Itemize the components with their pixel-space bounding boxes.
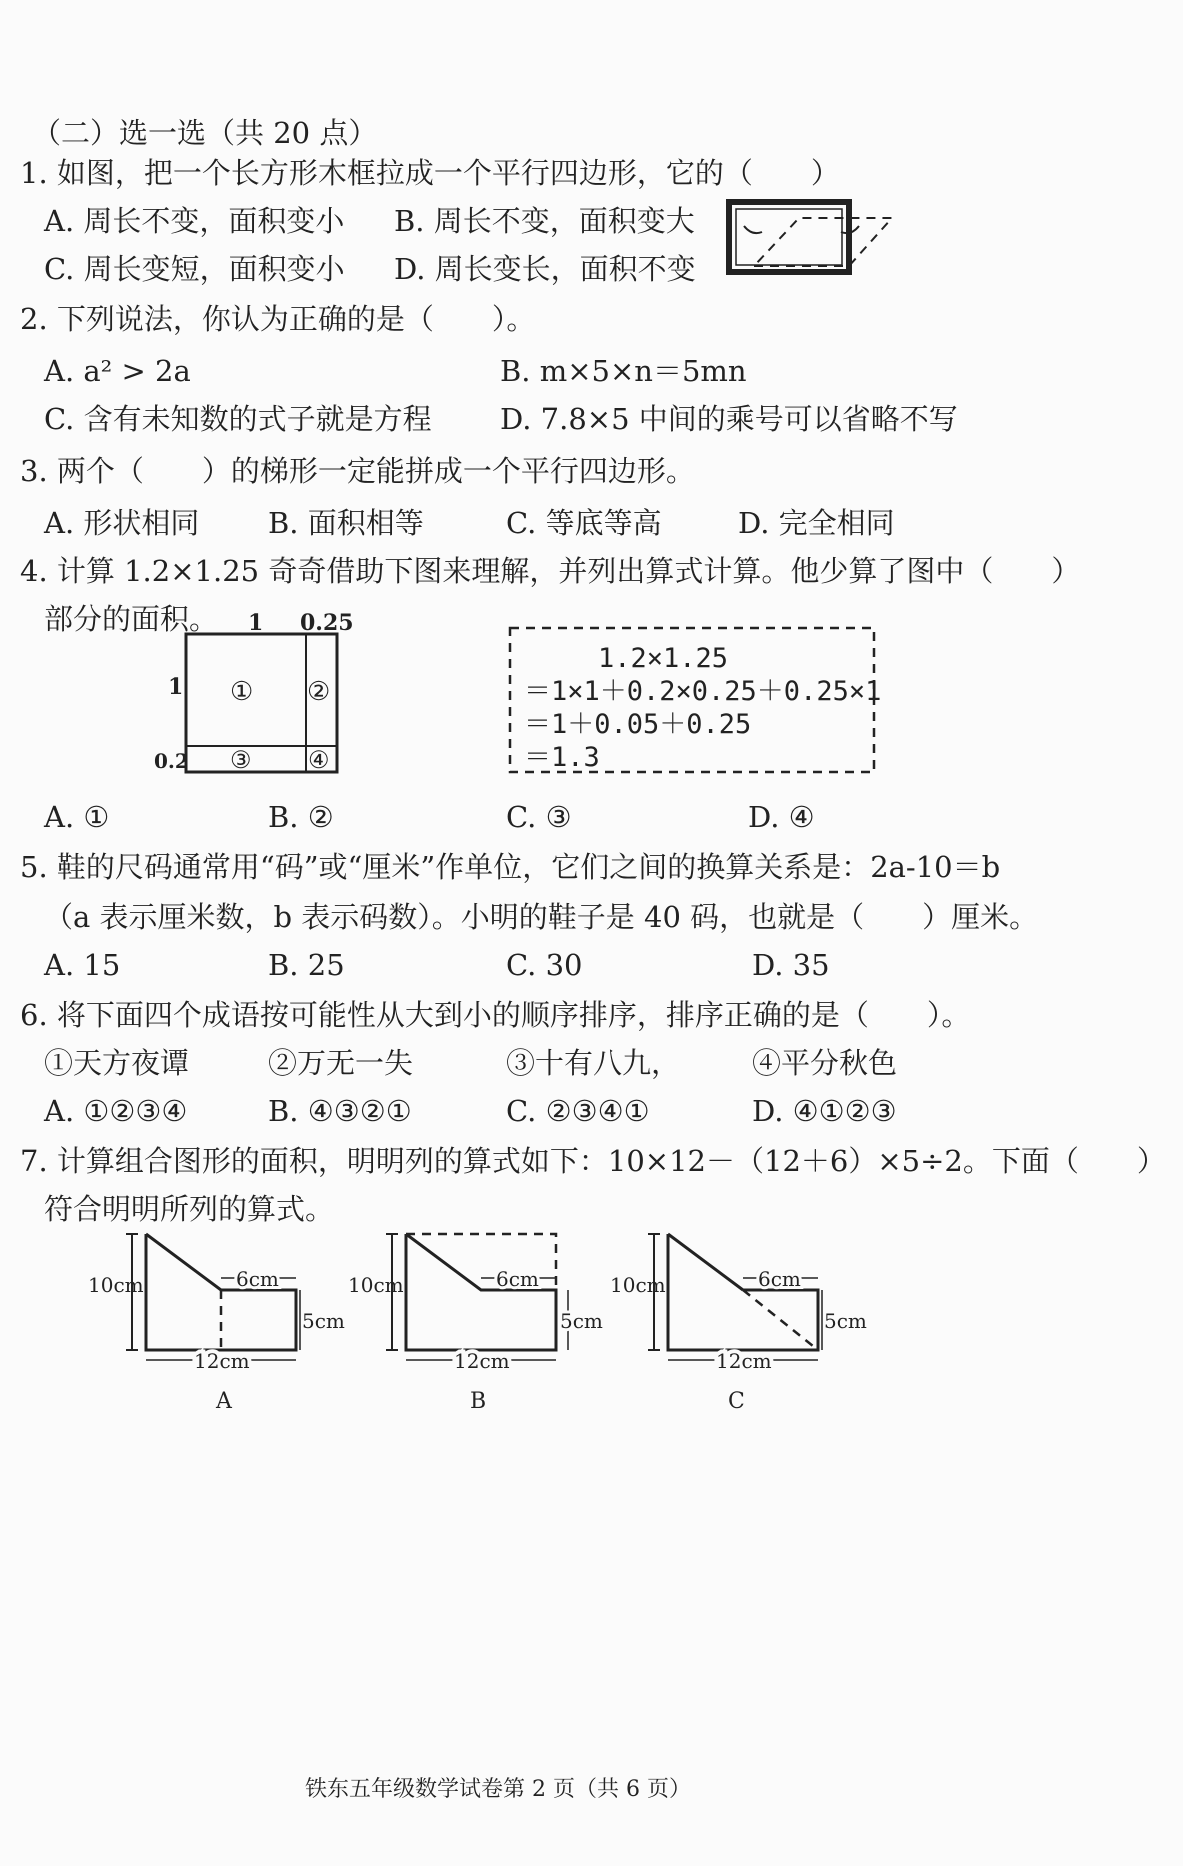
q3-option-a[interactable]: A. 形状相同 (44, 506, 200, 540)
q2-option-b[interactable]: B. m×5×n＝5mn (500, 354, 747, 388)
q5-option-a[interactable]: A. 15 (44, 948, 121, 982)
q6-idiom-3: ③十有八九， (506, 1046, 681, 1080)
q5-option-c[interactable]: C. 30 (506, 948, 583, 982)
q4-option-c[interactable]: C. ③ (506, 800, 572, 834)
q6-idiom-4: ④平分秋色 (752, 1046, 898, 1080)
q7b-name: B (470, 1389, 487, 1414)
q7c-name: C (728, 1389, 745, 1414)
q3-option-b[interactable]: B. 面积相等 (268, 506, 424, 540)
q7a-bottom-label: 12cm (194, 1349, 250, 1373)
q5-option-b[interactable]: B. 25 (268, 948, 345, 982)
q4-label-top-1: 1 (248, 610, 264, 636)
q7b-side-label: 5cm (560, 1309, 603, 1333)
question-2-stem: 2. 下列说法，你认为正确的是（ ）。 (20, 302, 536, 336)
section-title: （二）选一选（共 20 点） (32, 116, 378, 150)
question-7-stem: 7. 计算组合图形的面积，明明列的算式如下：10×12－（12＋6）×5÷2。下面（ ） (20, 1144, 1166, 1178)
q6-option-c[interactable]: C. ②③④① (506, 1094, 650, 1128)
q6-option-a[interactable]: A. ①②③④ (44, 1094, 188, 1128)
q6-option-d[interactable]: D. ④①②③ (752, 1094, 897, 1128)
q4-region-1: ① (230, 677, 254, 707)
q7b-bottom-label: 12cm (454, 1349, 510, 1373)
q6-idiom-1: ①天方夜谭 (44, 1046, 190, 1080)
q1-rectangle-frame (729, 202, 849, 272)
q1-frame-figure (724, 196, 904, 286)
q4-option-a[interactable]: A. ① (44, 800, 110, 834)
q3-option-c[interactable]: C. 等底等高 (506, 506, 662, 540)
question-7-stem-continued: 符合明明所列的算式。 (44, 1192, 335, 1226)
q4-region-3: ③ (230, 746, 252, 774)
q4-calc-line-3: ＝1＋0.05＋0.25 (524, 709, 752, 740)
q4-label-left-2: 0.2 (154, 749, 189, 773)
q7-figure-a (88, 1226, 348, 1426)
q7a-height-label: 10cm (88, 1273, 144, 1297)
q7b-top-label: 6cm (496, 1267, 539, 1291)
q7a-name: A (216, 1389, 232, 1414)
q7c-side-label: 5cm (824, 1309, 867, 1333)
q4-option-b[interactable]: B. ② (268, 800, 334, 834)
q4-region-4: ④ (308, 746, 330, 774)
question-3-stem: 3. 两个（ ）的梯形一定能拼成一个平行四边形。 (20, 454, 695, 488)
q7c-height-label: 10cm (610, 1273, 666, 1297)
question-4-stem-continued: 部分的面积。 (44, 602, 219, 636)
q7c-bottom-label: 12cm (716, 1349, 772, 1373)
q4-label-top-2: 0.25 (300, 610, 354, 636)
q6-idiom-2: ②万无一失 (268, 1046, 414, 1080)
q1-option-d[interactable]: D. 周长变长，面积不变 (394, 252, 696, 286)
q4-region-2: ② (307, 677, 331, 707)
q4-calc-line-2: ＝1×1＋0.2×0.25＋0.25×1 (524, 676, 882, 707)
q2-option-a[interactable]: A. a² > 2a (44, 354, 191, 388)
q4-calc-line-4: ＝1.3 (524, 742, 600, 773)
question-5-stem-continued: （a 表示厘米数，b 表示码数）。小明的鞋子是 40 码，也就是（ ）厘米。 (44, 900, 1039, 934)
question-1-stem: 1. 如图，把一个长方形木框拉成一个平行四边形，它的（ ） (20, 156, 840, 190)
q1-parallelogram (754, 218, 892, 266)
q1-option-b[interactable]: B. 周长不变，面积变大 (394, 204, 695, 238)
q4-calc-line-1: 1.2×1.25 (598, 643, 729, 674)
q4-label-left-1: 1 (168, 674, 184, 700)
q7-figure-b (348, 1226, 608, 1426)
q2-option-d[interactable]: D. 7.8×5 中间的乘号可以省略不写 (500, 402, 958, 436)
q7a-side-label: 5cm (302, 1309, 345, 1333)
q7b-height-label: 10cm (348, 1273, 404, 1297)
question-6-stem: 6. 将下面四个成语按可能性从大到小的顺序排序，排序正确的是（ ）。 (20, 998, 971, 1032)
q4-area-figure (150, 608, 360, 778)
question-5-stem: 5. 鞋的尺码通常用“码”或“厘米”作单位，它们之间的换算关系是：2a-10＝b (20, 850, 1001, 884)
q3-option-d[interactable]: D. 完全相同 (738, 506, 895, 540)
q7c-top-label: 6cm (758, 1267, 801, 1291)
q7-figure-c (610, 1226, 870, 1426)
q6-option-b[interactable]: B. ④③②① (268, 1094, 412, 1128)
q7a-top-label: 6cm (236, 1267, 279, 1291)
q2-option-c[interactable]: C. 含有未知数的式子就是方程 (44, 402, 432, 436)
page-footer: 铁东五年级数学试卷第 2 页（共 6 页） (305, 1777, 691, 1802)
q1-option-c[interactable]: C. 周长变短，面积变小 (44, 252, 345, 286)
question-4-stem: 4. 计算 1.2×1.25 奇奇借助下图来理解，并列出算式计算。他少算了图中（ ） (20, 554, 1081, 588)
q5-option-d[interactable]: D. 35 (752, 948, 830, 982)
q1-option-a[interactable]: A. 周长不变，面积变小 (44, 204, 345, 238)
q4-option-d[interactable]: D. ④ (748, 800, 815, 834)
